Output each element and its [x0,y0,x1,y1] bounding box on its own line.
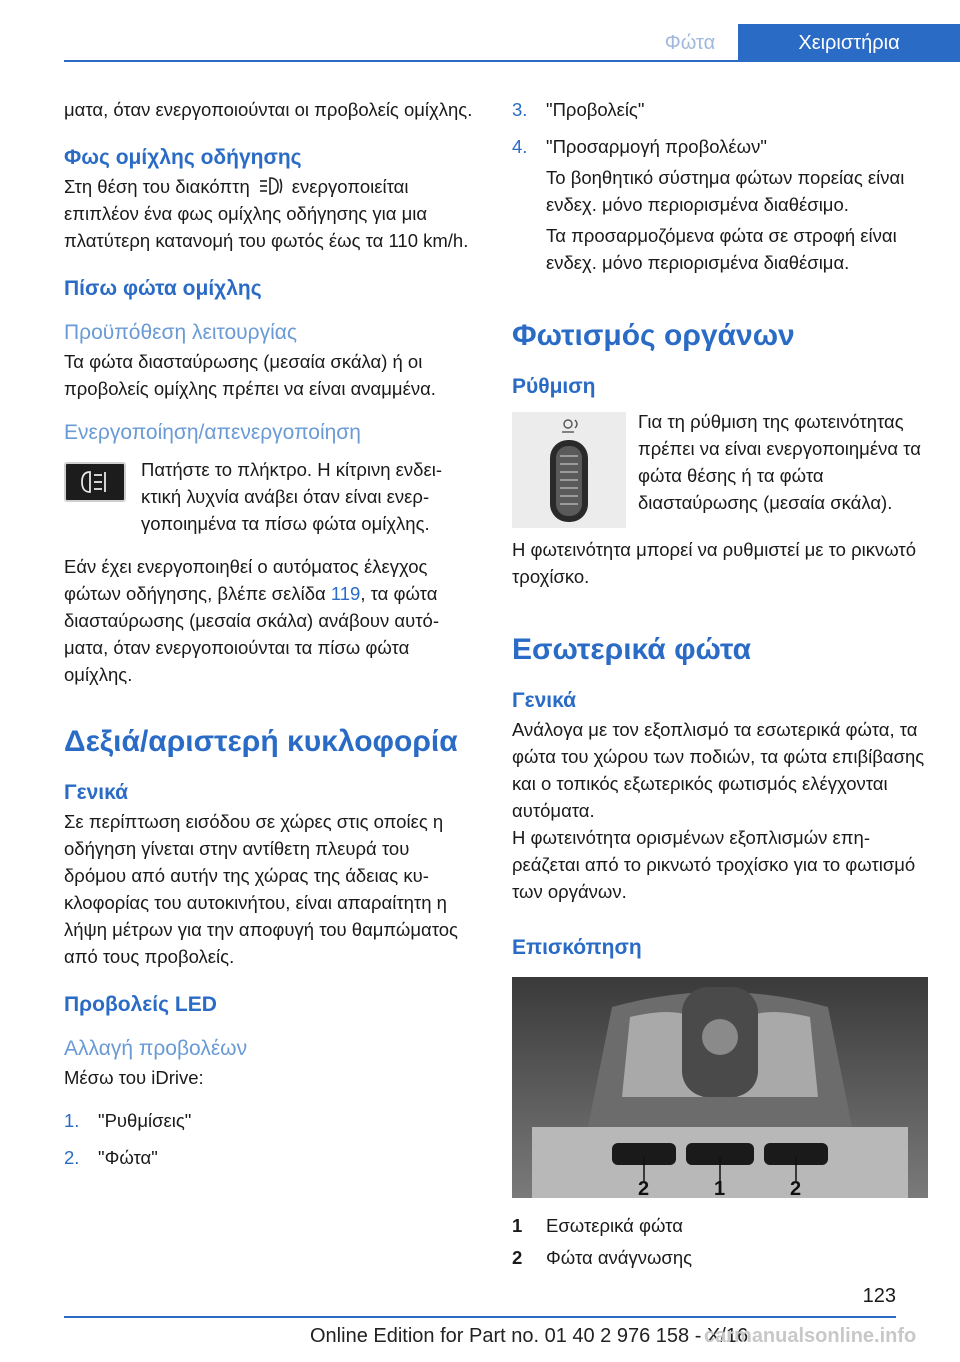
idrive-text: Μέσω του iDrive: [64,1067,204,1088]
interior-general-text-1: Ανάλογα με τον εξοπλισμό τα εσωτερικά φώτα, τα φώτα του χώρου των ποδιών, τα φώτα επιβίβασης και ο τοπικός εξωτερικός φωτισμός ελέγχονται αυτόματα. [512,719,925,821]
fog-driving-text-before: Στη θέση του διακόπτη [64,176,250,197]
instrument-lighting-heading: Φωτισμός οργάνων [512,319,795,352]
traffic-general-text: Σε περίπτωση εισόδου σε χώρες στις οποίες η οδήγηση γίνεται στην αντίθετη πλευρά του δρόμου από αυτήν της χώρας της άδειας κυκλοφορίας του αυτοκινήτου, είναι απαραίτητη η λήψη μέτρων για την αποφυγή του θαμπώματος από τους προβολείς. [64,811,458,967]
edition-text: Online Edition for Part no. 01 40 2 976 158 - X/16 [310,1325,749,1347]
section-tab[interactable]: Φώτα [664,32,716,54]
overview-heading: Επισκόπηση [512,936,642,959]
legend-row: 2 Φώτα ανάγνωσης [512,1247,693,1268]
toggle-heading: Ενεργοποίηση/απενεργοποίηση [64,421,361,444]
auto-text-part2: , τα φώτα διασταύρωσης (μεσαία σκάλα) ανάβουν αυτόματα, όταν ενεργοποιούνται τα πίσω φώτα ομίχλης. [64,583,439,685]
setting-text: Για τη ρύθμιση της φωτεινότητας πρέπει να είναι ενεργοποιημένα τα φώτα θέσης ή τα φώτα διασταύρωσης (μεσαία σκάλα). [638,411,921,513]
prereq-heading: Προϋπόθεση λειτουργίας [64,321,298,344]
footer-rule [64,1316,896,1318]
list-item: 3. "Προβολείς" [512,99,645,120]
legend-row: 1 Εσωτερικά φώτα [512,1215,683,1236]
callout-1: 1 [714,1178,726,1198]
rear-fog-button-image [64,462,126,502]
auto-control-text [64,553,476,688]
rear-fog-button-block [64,456,476,537]
interior-general-text-2: Η φωτεινότητα ορισμένων εξοπλισμών επηρεάζεται από το ρικνωτό τροχίσκο για το φωτισμό των οργάνων. [512,827,916,902]
callout-2-left: 2 [638,1178,650,1198]
thumbwheel-block [512,402,930,552]
callout-2-right: 2 [790,1178,802,1198]
page-footer [0,1282,960,1362]
traffic-heading: Δεξιά/αριστερή κυκλοφορία [64,725,458,758]
step-note: Τα προσαρμοζόμενα φώτα σε στροφή είναι ενδεχ. μόνο περιορισμένα διαθέσιμα. [546,225,897,273]
fog-driving-text-after: ενεργοποιείται επιπλέον ένα φως ομίχλης οδήγησης για μια πλατύτερη κατανομή του φωτός έως τα 110 km/h. [64,176,469,251]
header-rule [64,60,960,62]
auto-text-part1: Εάν έχει ενεργοποιηθεί ο αυτόματος έλεγχος φώτων οδήγησης, βλέπε σελίδα [64,556,428,604]
overview-legend [512,1210,930,1274]
thumbwheel-image [512,412,626,528]
intro-text: ματα, όταν ενεργοποιούνται οι προβολείς ομίχλης. [64,99,473,120]
chapter-tab[interactable]: Χειριστήρια [738,24,960,62]
setting-heading: Ρύθμιση [512,375,596,398]
page-number: 123 [862,1285,896,1307]
fog-light-switch-icon [256,175,286,197]
prereq-text: Τα φώτα διασταύρωσης (μεσαία σκάλα) ή οι προβολείς ομίχλης πρέπει να είναι αναμμένα. [64,351,436,399]
interior-lights-heading: Εσωτερικά φώτα [512,633,752,666]
page-ref-link[interactable]: 119 [330,583,361,604]
idrive-steps-left [64,1107,476,1171]
step-note: Το βοηθητικό σύστημα φώτων πορείας είναι ενδεχ. μόνο περιορισμένα διαθέσιμο. [546,167,905,215]
page-header [0,0,960,62]
traffic-general-heading: Γενικά [64,781,129,804]
idrive-steps-right [512,96,930,276]
right-column [512,96,930,1274]
rear-fog-heading: Πίσω φώτα ομίχλης [64,277,262,300]
list-item: 4. "Προσαρμογή προβολέων" Το βοηθητικό σύστημα φώτων πορείας είναι ενδεχ. μόνο περιορισμένα διαθέσιμο. Τα προσαρμοζόμενα φώτα σε στροφή είναι ενδεχ. μόνο περιορισμένα διαθέσιμα. [512,133,930,276]
overhead-console-image [512,977,928,1198]
fog-driving-heading: Φως ομίχλης οδήγησης [64,146,302,169]
list-item: 1. "Ρυθμίσεις" [64,1110,192,1131]
left-column [64,96,476,1181]
led-heading: Προβολείς LED [64,993,217,1016]
thumbwheel-text: Η φωτεινότητα μπορεί να ρυθμιστεί με το ρικνωτό τροχίσκο. [512,539,917,587]
fog-driving-text [64,173,476,254]
watermark-text: carmanualsonline.info [704,1325,917,1347]
change-headlights-heading: Αλλαγή προβολέων [64,1037,248,1060]
toggle-text: Πατήστε το πλήκτρο. Η κίτρινη ενδεικτική λυχνία ανάβει όταν είναι ενεργοποιημένα τα πίσω φώτα ομίχλης. [141,459,442,534]
interior-general-heading: Γενικά [512,689,577,712]
list-item: 2. "Φώτα" [64,1147,158,1168]
